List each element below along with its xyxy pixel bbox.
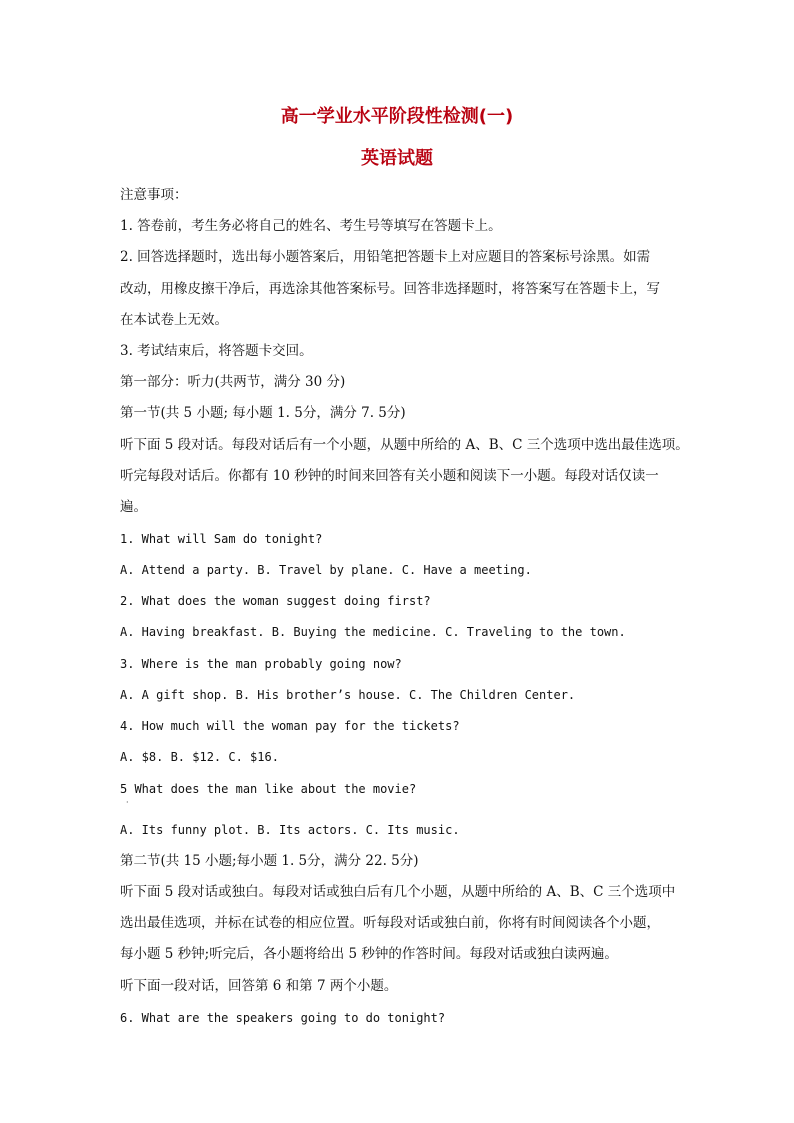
section2-instructions-line-4: 听下面一段对话，回答第 6 和第 7 两个小题。 — [120, 978, 398, 994]
exam-title: 高一学业水平阶段性检测(一) — [280, 106, 514, 127]
exam-subtitle: 英语试题 — [361, 148, 433, 169]
question-3: 3. Where is the man probably going now? — [120, 657, 402, 671]
notice-item-1: 1. 答卷前，考生务必将自己的姓名、考生号等填写在答题卡上。 — [120, 218, 502, 234]
question-2: 2. What does the woman suggest doing first? — [120, 594, 431, 608]
section2-heading: 第二节(共 15 小题;每小题 1. 5分，满分 22. 5分) — [120, 853, 419, 869]
section1-heading: 第一节(共 5 小题; 每小题 1. 5分，满分 7. 5分) — [120, 405, 406, 421]
part1-heading: 第一部分：听力(共两节，满分 30 分) — [120, 374, 346, 390]
question-4-options: A. $8. B. $12. C. $16. — [120, 750, 279, 764]
notice-item-2-line-1: 2. 回答选择题时，选出每小题答案后，用铅笔把答题卡上对应题目的答案标号涂黑。如需 — [120, 249, 651, 265]
question-5: 5 What does the man like about the movie? — [120, 782, 417, 796]
question-3-options: A. A gift shop. B. His brother’s house. C. The Children Center. — [120, 688, 576, 702]
stray-dot-mark: · — [126, 798, 129, 807]
section1-instructions-line-2: 听完每段对话后。你都有 10 秒钟的时间来回答有关小题和阅读下一小题。每段对话仅读一 — [120, 468, 659, 484]
notice-item-3: 3. 考试结束后，将答题卡交回。 — [120, 343, 313, 359]
question-2-options: A. Having breakfast. B. Buying the medicine. C. Traveling to the town. — [120, 625, 626, 639]
question-1-options: A. Attend a party. B. Travel by plane. C. Have a meeting. — [120, 563, 532, 577]
notice-item-2-line-3: 在本试卷上无效。 — [120, 312, 228, 328]
section1-instructions-line-1: 听下面 5 段对话。每段对话后有一个小题，从题中所给的 A、B、C 三个选项中选出最佳选项。 — [120, 437, 689, 453]
section1-instructions-line-3: 遍。 — [120, 499, 147, 515]
question-6: 6. What are the speakers going to do tonight? — [120, 1011, 446, 1025]
section2-instructions-line-3: 每小题 5 秒钟;听完后，各小题将给出 5 秒钟的作答时间。每段对话或独白读两遍。 — [120, 946, 618, 962]
notice-heading: 注意事项： — [120, 187, 188, 203]
section2-instructions-line-2: 选出最佳选项，并标在试卷的相应位置。听每段对话或独白前，你将有时间阅读各个小题， — [120, 915, 660, 931]
section2-instructions-line-1: 听下面 5 段对话或独白。每段对话或独白后有几个小题，从题中所给的 A、B、C 三个选项中 — [120, 884, 676, 900]
question-5-options: A. Its funny plot. B. Its actors. C. Its music. — [120, 823, 460, 837]
question-1: 1. What will Sam do tonight? — [120, 532, 323, 546]
question-4: 4. How much will the woman pay for the tickets? — [120, 719, 460, 733]
notice-item-2-line-2: 改动，用橡皮擦干净后，再选涂其他答案标号。回答非选择题时，将答案写在答题卡上，写 — [120, 281, 660, 297]
